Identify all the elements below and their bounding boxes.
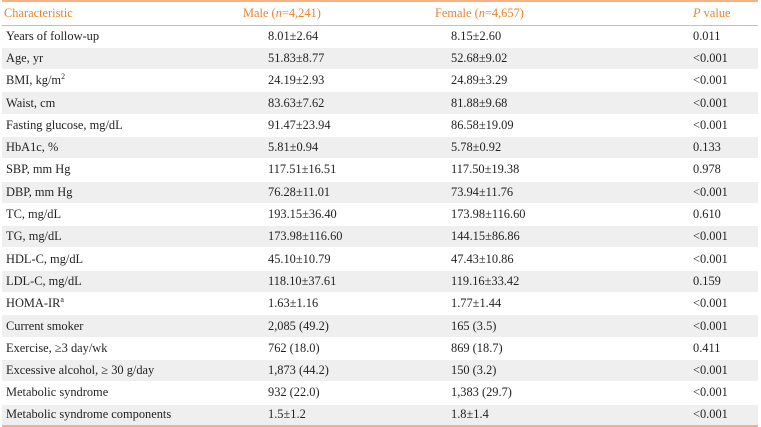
cell-male-value: 762 (18.0) [197,337,360,359]
cell-female-value: 173.98±116.60 [360,203,584,225]
cell-p-value: <0.001 [584,226,758,248]
table-row [2,159,758,181]
table-row [2,181,758,203]
cell-male-value: 118.10±37.61 [197,270,360,292]
cell-characteristic [2,382,197,404]
table-row [2,70,758,92]
cell-female-value: 117.50±19.38 [360,159,584,181]
cell-characteristic [2,293,197,315]
table-body [2,25,758,426]
characteristic-label: Years of follow-up [6,28,100,43]
cell-male-value: 173.98±116.60 [197,226,360,248]
cell-male-value: 24.19±2.93 [197,70,360,92]
cell-p-value: <0.001 [584,70,758,92]
header-female-n: n [478,5,485,20]
cell-female-value: 144.15±86.86 [360,226,584,248]
characteristic-label: Exercise, ≥3 day/wk [6,340,108,355]
table-row [2,25,758,47]
table-row [2,315,758,337]
cell-characteristic [2,404,197,426]
cell-p-value: 0.610 [584,203,758,225]
characteristic-superscript: 2 [61,72,66,82]
characteristic-label: Excessive alcohol, ≥ 30 g/day [6,363,155,378]
cell-p-value: <0.001 [584,248,758,270]
table-row [2,226,758,248]
cell-male-value: 1.63±1.16 [197,293,360,315]
header-row [2,1,758,25]
cell-characteristic [2,226,197,248]
cell-characteristic [2,270,197,292]
cell-male-value: 76.28±11.01 [197,181,360,203]
cell-characteristic [2,337,197,359]
cell-female-value: 47.43±10.86 [360,248,584,270]
table-row [2,248,758,270]
cell-characteristic [2,136,197,158]
header-characteristic-label: Characteristic [4,5,73,20]
cell-characteristic [2,25,197,47]
cell-p-value: <0.001 [584,181,758,203]
cell-male-value: 932 (22.0) [197,382,360,404]
cell-characteristic [2,47,197,69]
cell-female-value: 52.68±9.02 [360,47,584,69]
cell-female-value: 5.78±0.92 [360,136,584,158]
cell-p-value: 0.978 [584,159,758,181]
header-p-suffix: value [700,5,731,20]
cell-characteristic [2,203,197,225]
cell-female-value: 1.77±1.44 [360,293,584,315]
cell-female-value: 119.16±33.42 [360,270,584,292]
cell-characteristic [2,248,197,270]
characteristic-label: BMI, kg/m [6,73,62,88]
table-row [2,92,758,114]
cell-characteristic [2,315,197,337]
cell-male-value: 91.47±23.94 [197,114,360,136]
characteristic-label: Metabolic syndrome components [6,407,172,422]
cell-p-value: <0.001 [584,382,758,404]
characteristic-label: LDL-C, mg/dL [6,273,82,288]
cell-male-value: 1,873 (44.2) [197,359,360,381]
characteristic-label: Current smoker [6,318,84,333]
cell-characteristic [2,70,197,92]
cell-p-value: 0.133 [584,136,758,158]
cell-p-value: <0.001 [584,315,758,337]
header-female-prefix: Female ( [435,5,479,20]
cell-male-value: 117.51±16.51 [197,159,360,181]
table-row [2,293,758,315]
table-row [2,136,758,158]
cell-characteristic [2,92,197,114]
header-male-prefix: Male ( [243,5,276,20]
cell-female-value: 1.8±1.4 [360,404,584,426]
table-row [2,270,758,292]
cell-male-value: 83.63±7.62 [197,92,360,114]
table-row [2,203,758,225]
cell-p-value: <0.001 [584,47,758,69]
cell-characteristic [2,114,197,136]
cell-female-value: 165 (3.5) [360,315,584,337]
characteristic-label: Metabolic syndrome [6,385,109,400]
cell-female-value: 86.58±19.09 [360,114,584,136]
characteristic-label: HOMA-IR [6,296,61,311]
cell-characteristic [2,359,197,381]
cell-p-value: <0.001 [584,92,758,114]
header-female-suffix: =4,657) [484,5,524,20]
characteristic-label: DBP, mm Hg [6,184,73,199]
cell-female-value: 869 (18.7) [360,337,584,359]
cell-female-value: 81.88±9.68 [360,92,584,114]
cell-p-value: <0.001 [584,359,758,381]
characteristic-label: SBP, mm Hg [6,162,71,177]
cell-p-value: <0.001 [584,404,758,426]
header-male-suffix: =4,241) [281,5,321,20]
characteristic-label: HbA1c, % [6,140,59,155]
table-row [2,382,758,404]
table-row [2,47,758,69]
header-p-value [584,1,758,25]
characteristic-label: Waist, cm [6,95,56,110]
cell-p-value: 0.011 [584,25,758,47]
header-p-italic: P [693,5,701,20]
cell-male-value: 8.01±2.64 [197,25,360,47]
header-male [197,1,360,25]
cell-p-value: 0.411 [584,337,758,359]
cell-male-value: 45.10±10.79 [197,248,360,270]
table-row [2,114,758,136]
table-header [2,1,758,25]
characteristic-superscript: a [60,295,64,305]
cell-p-value: 0.159 [584,270,758,292]
cell-male-value: 1.5±1.2 [197,404,360,426]
header-male-n: n [275,5,282,20]
cell-male-value: 193.15±36.40 [197,203,360,225]
header-characteristic [2,1,197,25]
cell-female-value: 73.94±11.76 [360,181,584,203]
header-female [360,1,584,25]
characteristic-label: Fasting glucose, mg/dL [6,117,123,132]
table-row [2,404,758,426]
characteristic-label: HDL-C, mg/dL [6,251,84,266]
table-row [2,337,758,359]
cell-female-value: 8.15±2.60 [360,25,584,47]
characteristics-table [2,0,758,427]
table-row [2,359,758,381]
cell-female-value: 24.89±3.29 [360,70,584,92]
cell-characteristic [2,159,197,181]
cell-male-value: 2,085 (49.2) [197,315,360,337]
cell-p-value: <0.001 [584,114,758,136]
cell-characteristic [2,181,197,203]
cell-male-value: 51.83±8.77 [197,47,360,69]
cell-male-value: 5.81±0.94 [197,136,360,158]
characteristic-label: TG, mg/dL [6,229,62,244]
cell-female-value: 150 (3.2) [360,359,584,381]
characteristic-label: Age, yr [6,50,44,65]
cell-female-value: 1,383 (29.7) [360,382,584,404]
characteristic-label: TC, mg/dL [6,207,62,222]
cell-p-value: <0.001 [584,293,758,315]
